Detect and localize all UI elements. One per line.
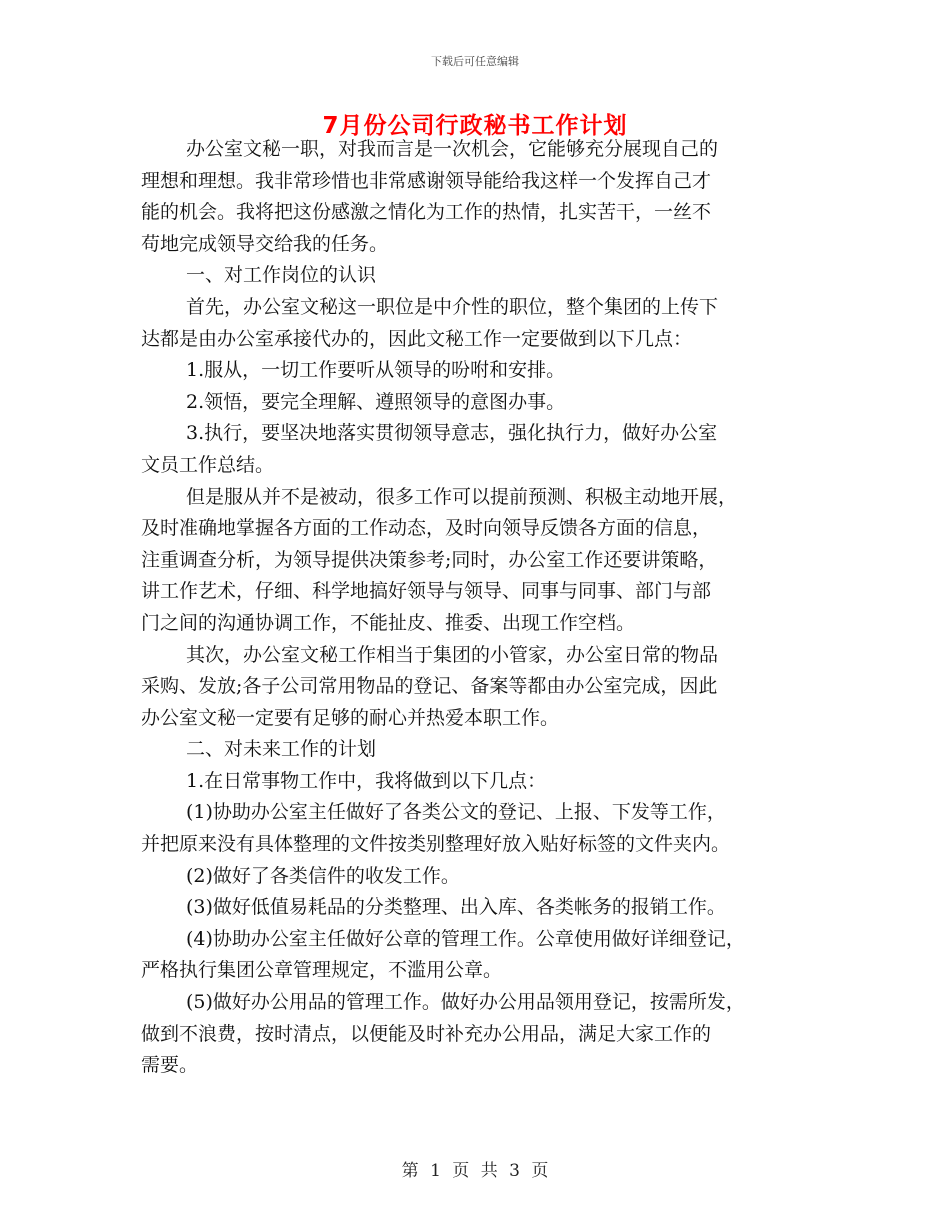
body-line: 能的机会。我将把这份感激之情化为工作的热情，扎实苦干，一丝不 [141, 201, 712, 224]
body-line: 并把原来没有具体整理的文件按类别整理好放入贴好标签的文件夹内。 [141, 833, 731, 856]
body-line: (2)做好了各类信件的收发工作。 [186, 864, 460, 887]
document-body [141, 134, 831, 1082]
body-line: 首先，办公室文秘这一职位是中介性的职位，整个集团的上传下 [186, 295, 719, 318]
body-line: 1.服从，一切工作要听从领导的吩咐和安排。 [186, 359, 566, 382]
body-line: 达都是由办公室承接代办的，因此文秘工作一定要做到以下几点： [141, 327, 693, 350]
body-line: 办公室文秘一职，对我而言是一次机会，它能够充分展现自己的 [186, 138, 719, 160]
body-line: 苟地完成领导交给我的任务。 [141, 232, 389, 255]
body-line: (3)做好低值易耗品的分类整理、出入库、各类帐务的报销工作。 [186, 896, 726, 919]
body-line: 文员工作总结。 [141, 453, 275, 476]
body-line: 2.领悟，要完全理解、遵照领导的意图办事。 [186, 390, 566, 413]
body-line: 做到不浪费，按时清点，以便能及时补充办公用品，满足大家工作的 [141, 1022, 712, 1045]
body-line: 一、对工作岗位的认识 [186, 264, 377, 287]
body-line: 但是服从并不是被动，很多工作可以提前预测、积极主动地开展， [186, 485, 738, 508]
body-line: 讲工作艺术，仔细、科学地搞好领导与领导、同事与同事、部门与部 [141, 580, 712, 603]
body-line: (1)协助办公室主任做好了各类公文的登记、上报、下发等工作， [186, 801, 726, 824]
body-line: 采购、发放;各子公司常用物品的登记、备案等都由办公室完成，因此 [141, 675, 718, 698]
body-line: 门之间的沟通协调工作，不能扯皮、推委、出现工作空档。 [141, 611, 636, 634]
body-line: (5)做好办公用品的管理工作。做好办公用品领用登记，按需所发， [186, 991, 745, 1014]
body-line: 理想和理想。我非常珍惜也非常感谢领导能给我这样一个发挥自己才 [141, 169, 712, 192]
body-line: 需要。 [141, 1054, 199, 1077]
body-line: 注重调查分析，为领导提供决策参考;同时，办公室工作还要讲策略， [141, 548, 718, 571]
body-line: 1.在日常事物工作中，我将做到以下几点： [186, 769, 547, 792]
body-line: 办公室文秘一定要有足够的耐心并热爱本职工作。 [141, 706, 560, 729]
body-line: 其次，办公室文秘工作相当于集团的小管家，办公室日常的物品 [186, 643, 719, 666]
body-line: 3.执行，要坚决地落实贯彻领导意志，强化执行力，做好办公室 [186, 422, 718, 445]
body-line: 及时准确地掌握各方面的工作动态，及时向领导反馈各方面的信息， [141, 517, 712, 540]
body-line: (4)协助办公室主任做好公章的管理工作。公章使用做好详细登记， [186, 927, 745, 950]
document-title: 7月份公司行政秘书工作计划 [322, 113, 628, 139]
header-note: 下载后可任意编辑 [431, 55, 519, 68]
body-line: 二、对未来工作的计划 [186, 738, 377, 761]
body-line: 严格执行集团公章管理规定，不滥用公章。 [141, 959, 503, 982]
page-number-footer: 第 1 页 共 3 页 [401, 1161, 549, 1181]
